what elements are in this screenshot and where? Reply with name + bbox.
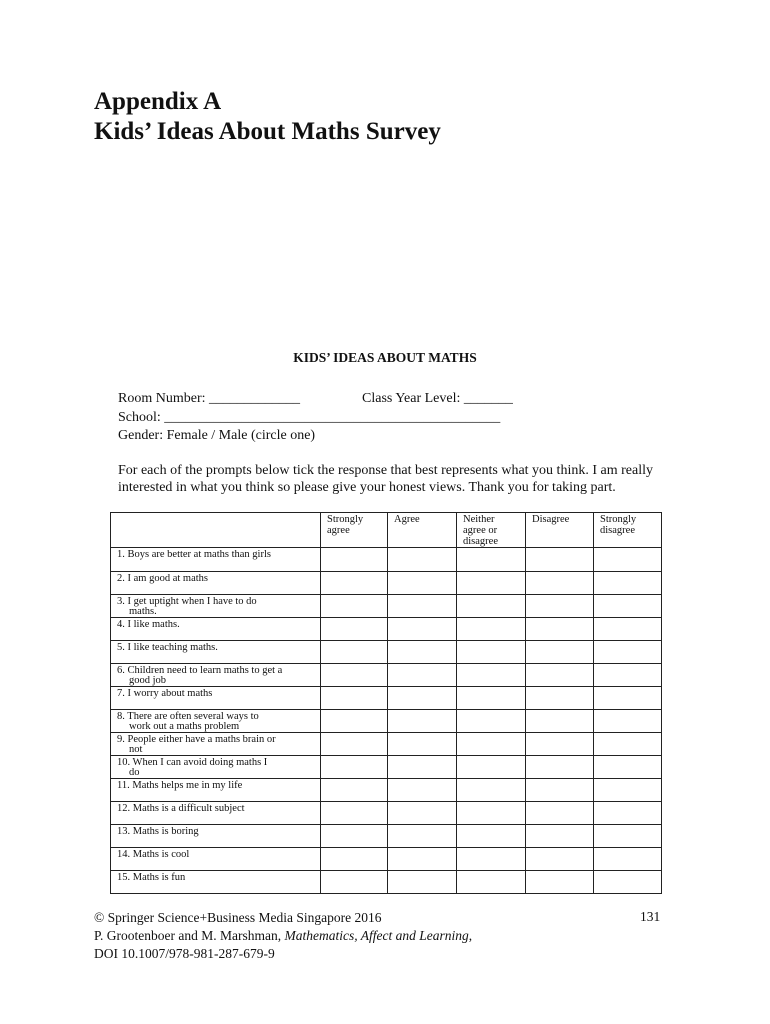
survey-prompt: 15. Maths is fun — [111, 871, 321, 894]
response-cell-strongly-agree[interactable] — [321, 664, 388, 687]
response-cell-agree[interactable] — [388, 687, 457, 710]
prompt-column-header — [111, 513, 321, 548]
response-cell-strongly-agree[interactable] — [321, 618, 388, 641]
survey-prompt: 8. There are often several ways to work out a maths problem — [111, 710, 321, 733]
school-field: School: ________________________________________________ — [118, 410, 501, 425]
response-cell-strongly-disagree[interactable] — [594, 756, 662, 779]
response-cell-strongly-disagree[interactable] — [594, 871, 662, 894]
response-cell-neither[interactable] — [457, 664, 526, 687]
response-cell-strongly-agree[interactable] — [321, 779, 388, 802]
response-cell-strongly-agree[interactable] — [321, 641, 388, 664]
response-cell-strongly-disagree[interactable] — [594, 848, 662, 871]
table-row — [111, 779, 662, 802]
response-cell-strongly-agree[interactable] — [321, 871, 388, 894]
room-number-field: Room Number: _____________ — [118, 391, 300, 406]
page-number: 131 — [640, 909, 661, 924]
column-header-strongly-agree: Strongly agree — [321, 513, 388, 548]
column-header-agree: Agree — [388, 513, 457, 548]
response-cell-strongly-disagree[interactable] — [594, 779, 662, 802]
response-cell-strongly-agree[interactable] — [321, 756, 388, 779]
response-cell-disagree[interactable] — [526, 641, 594, 664]
response-cell-disagree[interactable] — [526, 848, 594, 871]
response-cell-strongly-disagree[interactable] — [594, 641, 662, 664]
response-cell-neither[interactable] — [457, 572, 526, 595]
response-cell-strongly-disagree[interactable] — [594, 802, 662, 825]
response-cell-strongly-agree[interactable] — [321, 825, 388, 848]
response-cell-strongly-disagree[interactable] — [594, 825, 662, 848]
response-cell-neither[interactable] — [457, 756, 526, 779]
survey-prompt: 11. Maths helps me in my life — [111, 779, 321, 802]
column-header-disagree: Disagree — [526, 513, 594, 548]
response-cell-agree[interactable] — [388, 664, 457, 687]
copyright-line: © Springer Science+Business Media Singapore 2016 — [94, 910, 382, 925]
response-cell-strongly-disagree[interactable] — [594, 618, 662, 641]
table-row — [111, 802, 662, 825]
table-row — [111, 871, 662, 894]
gender-field: Gender: Female / Male (circle one) — [118, 428, 316, 443]
response-cell-agree[interactable] — [388, 595, 457, 618]
appendix-title: Appendix A — [94, 88, 222, 115]
response-cell-strongly-agree[interactable] — [321, 710, 388, 733]
response-cell-agree[interactable] — [388, 871, 457, 894]
response-cell-strongly-disagree[interactable] — [594, 664, 662, 687]
table-row — [111, 710, 662, 733]
class-year-field: Class Year Level: _______ — [362, 391, 513, 406]
book-title: Mathematics, Affect and Learning — [284, 928, 469, 943]
response-cell-strongly-disagree[interactable] — [594, 595, 662, 618]
response-cell-strongly-agree[interactable] — [321, 687, 388, 710]
survey-prompt: 6. Children need to learn maths to get a good job — [111, 664, 321, 687]
table-row — [111, 733, 662, 756]
response-cell-neither[interactable] — [457, 618, 526, 641]
survey-prompt: 1. Boys are better at maths than girls — [111, 548, 321, 572]
response-cell-strongly-disagree[interactable] — [594, 572, 662, 595]
response-cell-disagree[interactable] — [526, 595, 594, 618]
survey-prompt: 10. When I can avoid doing maths I do — [111, 756, 321, 779]
response-cell-agree[interactable] — [388, 618, 457, 641]
table-row — [111, 848, 662, 871]
survey-prompt: 3. I get uptight when I have to do maths. — [111, 595, 321, 618]
response-cell-strongly-disagree[interactable] — [594, 687, 662, 710]
response-cell-disagree[interactable] — [526, 825, 594, 848]
response-cell-neither[interactable] — [457, 779, 526, 802]
survey-prompt: 7. I worry about maths — [111, 687, 321, 710]
table-row — [111, 687, 662, 710]
survey-prompt: 4. I like maths. — [111, 618, 321, 641]
response-cell-agree[interactable] — [388, 572, 457, 595]
response-cell-strongly-agree[interactable] — [321, 733, 388, 756]
response-cell-agree[interactable] — [388, 710, 457, 733]
response-cell-disagree[interactable] — [526, 733, 594, 756]
response-cell-disagree[interactable] — [526, 871, 594, 894]
response-cell-agree[interactable] — [388, 825, 457, 848]
survey-prompt: 9. People either have a maths brain or not — [111, 733, 321, 756]
response-cell-agree[interactable] — [388, 733, 457, 756]
survey-prompt: 13. Maths is boring — [111, 825, 321, 848]
table-row — [111, 548, 662, 572]
instructions-text: For each of the prompts below tick the response that best represents what you think. I am really interested in what you think so please give your honest views. Thank you for taking part. — [118, 463, 653, 495]
response-cell-neither[interactable] — [457, 595, 526, 618]
response-cell-neither[interactable] — [457, 871, 526, 894]
survey-prompt: 5. I like teaching maths. — [111, 641, 321, 664]
response-cell-strongly-disagree[interactable] — [594, 733, 662, 756]
survey-prompt: 12. Maths is a difficult subject — [111, 802, 321, 825]
response-cell-disagree[interactable] — [526, 779, 594, 802]
response-cell-neither[interactable] — [457, 733, 526, 756]
response-cell-agree[interactable] — [388, 641, 457, 664]
survey-prompt: 2. I am good at maths — [111, 572, 321, 595]
response-cell-disagree[interactable] — [526, 756, 594, 779]
response-cell-agree[interactable] — [388, 848, 457, 871]
table-row — [111, 641, 662, 664]
response-cell-disagree[interactable] — [526, 802, 594, 825]
survey-heading: KIDS’ IDEAS ABOUT MATHS — [293, 350, 477, 365]
response-cell-strongly-agree[interactable] — [321, 848, 388, 871]
response-cell-neither[interactable] — [457, 641, 526, 664]
survey-table — [110, 512, 662, 894]
response-cell-disagree[interactable] — [526, 710, 594, 733]
response-cell-agree[interactable] — [388, 779, 457, 802]
response-cell-agree[interactable] — [388, 756, 457, 779]
response-cell-neither[interactable] — [457, 802, 526, 825]
response-cell-neither[interactable] — [457, 548, 526, 572]
response-cell-strongly-agree[interactable] — [321, 548, 388, 572]
column-header-neither: Neither agree or disagree — [457, 513, 526, 548]
survey-title: Kids’ Ideas About Maths Survey — [94, 118, 441, 145]
response-cell-agree[interactable] — [388, 802, 457, 825]
response-cell-agree[interactable] — [388, 548, 457, 572]
response-cell-neither[interactable] — [457, 848, 526, 871]
response-cell-neither[interactable] — [457, 825, 526, 848]
response-cell-disagree[interactable] — [526, 548, 594, 572]
response-cell-neither[interactable] — [457, 710, 526, 733]
response-cell-strongly-agree[interactable] — [321, 595, 388, 618]
response-cell-strongly-disagree[interactable] — [594, 710, 662, 733]
response-cell-disagree[interactable] — [526, 687, 594, 710]
table-row — [111, 572, 662, 595]
doi-line: DOI 10.1007/978-981-287-679-9 — [94, 946, 275, 961]
response-cell-strongly-agree[interactable] — [321, 802, 388, 825]
column-header-strongly-disagree: Strongly disagree — [594, 513, 662, 548]
response-cell-disagree[interactable] — [526, 664, 594, 687]
survey-prompt: 14. Maths is cool — [111, 848, 321, 871]
table-header-row — [111, 513, 662, 548]
response-cell-neither[interactable] — [457, 687, 526, 710]
response-cell-disagree[interactable] — [526, 572, 594, 595]
table-row — [111, 756, 662, 779]
response-cell-disagree[interactable] — [526, 618, 594, 641]
response-cell-strongly-disagree[interactable] — [594, 548, 662, 572]
citation-line: P. Grootenboer and M. Marshman, Mathematics, Affect and Learning, — [94, 928, 473, 943]
table-row — [111, 825, 662, 848]
table-row — [111, 595, 662, 618]
table-row — [111, 618, 662, 641]
response-cell-strongly-agree[interactable] — [321, 572, 388, 595]
table-row — [111, 664, 662, 687]
